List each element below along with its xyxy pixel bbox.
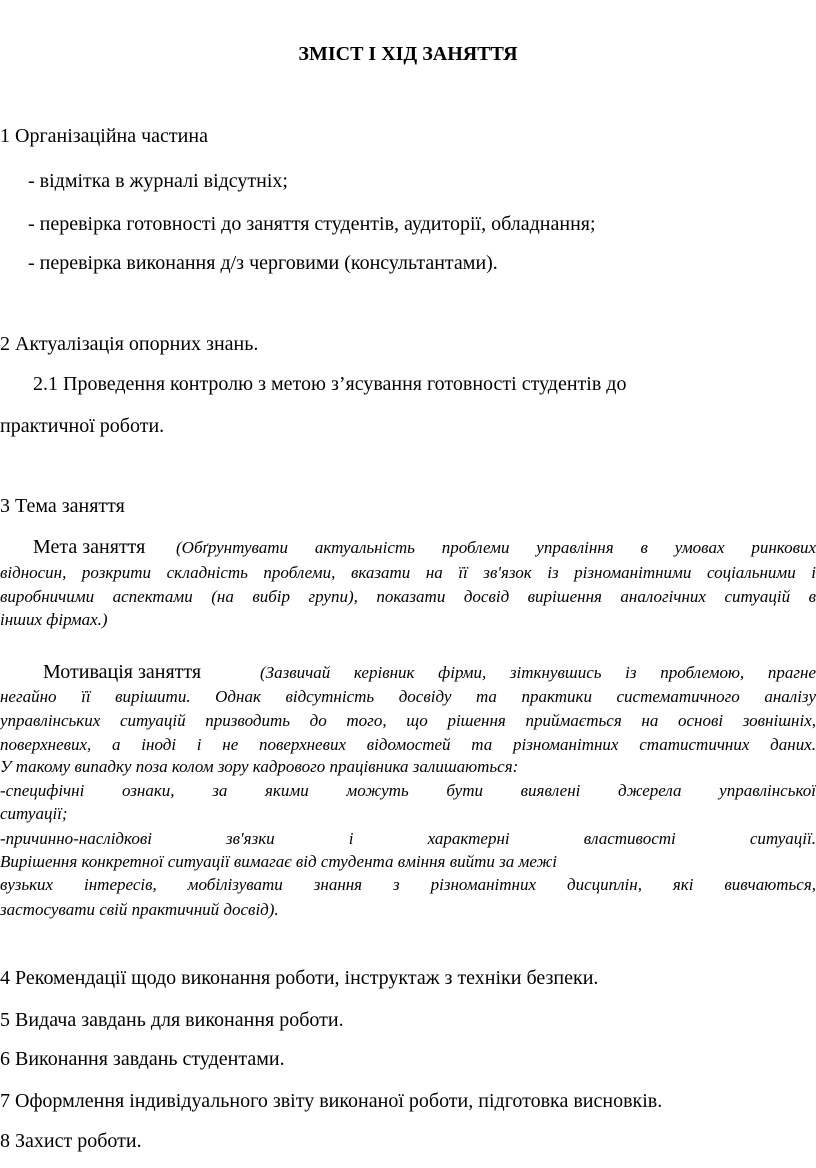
goal-line: інших фірмах.) <box>0 610 108 629</box>
section-7: 7 Оформлення індивідуального звіту виконаної роботи, підготовка висновків. <box>0 1090 663 1112</box>
motivation-line: -причинно-наслідкові зв'язки і характерні властивості ситуації. <box>0 829 816 848</box>
motivation-label: Мотивація заняття <box>43 661 202 683</box>
motivation-line: Вирішення конкретної ситуації вимагає від студента вміння вийти за межі <box>0 852 557 871</box>
section-2-sub-cont: практичної роботи. <box>0 415 165 437</box>
list-item: - перевірка готовності до заняття студентів, аудиторії, обладнання; <box>28 213 596 235</box>
motivation-line: вузьких інтересів, мобілізувати знання з різноманітних дисциплін, які вивчаються, <box>0 875 816 894</box>
section-2-sub: 2.1 Проведення контролю з метою з’ясування готовності студентів до <box>33 373 627 395</box>
motivation-line: застосувати свій практичний досвід). <box>0 900 279 919</box>
section-4: 4 Рекомендації щодо виконання роботи, інструктаж з техніки безпеки. <box>0 967 599 989</box>
section-6: 6 Виконання завдань студентами. <box>0 1048 285 1070</box>
motivation-line: ситуації; <box>0 804 68 823</box>
motivation-line: управлінських ситуацій призводить до того, що рішення приймається на основі зовнішніх, <box>0 711 816 730</box>
motivation-line: (Зазвичай керівник фірми, зіткнувшись із проблемою, прагне <box>260 663 816 682</box>
section-2-heading: 2 Актуалізація опорних знань. <box>0 333 259 355</box>
section-1-heading: 1 Організаційна частина <box>0 125 208 147</box>
motivation-line: -специфічні ознаки, за якими можуть бути виявлені джерела управлінської <box>0 781 816 800</box>
section-5: 5 Видача завдань для виконання роботи. <box>0 1009 344 1031</box>
goal-label: Мета заняття <box>33 536 146 558</box>
motivation-line: поверхневих, а іноді і не поверхневих відомостей та різноманітних статистичних даних. <box>0 735 816 754</box>
section-8: 8 Захист роботи. <box>0 1130 142 1152</box>
goal-line: відносин, розкрити складність проблеми, вказати на її зв'язок із різноманітними соціальними і <box>0 563 816 582</box>
list-item: - відмітка в журналі відсутніх; <box>28 170 288 192</box>
goal-line: виробничими аспектами (на вибір групи), показати досвід вирішення аналогічних ситуацій в <box>0 587 816 606</box>
motivation-line: У такому випадку поза колом зору кадрового працівника залишаються: <box>0 757 519 776</box>
goal-line: (Обґрунтувати актуальність проблеми управління в умовах ринкових <box>176 538 816 557</box>
section-3-heading: 3 Тема заняття <box>0 495 125 517</box>
motivation-line: негайно її вирішити. Однак відсутність досвіду та практики систематичного аналізу <box>0 687 816 706</box>
list-item: - перевірка виконання д/з черговими (консультантами). <box>28 252 498 274</box>
page-title: ЗМІСТ І ХІД ЗАНЯТТЯ <box>298 43 518 65</box>
